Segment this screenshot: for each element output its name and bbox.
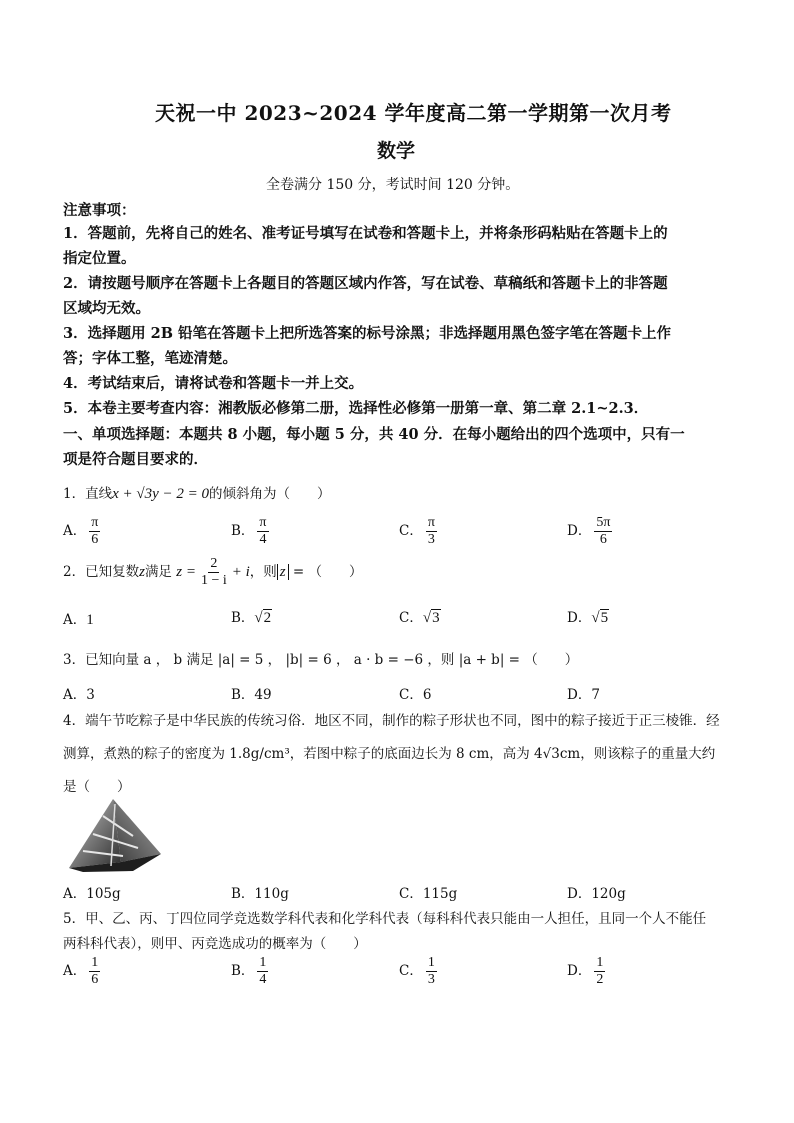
question-1: 1．直线x + √3y − 2 = 0的倾斜角为（ ） [63,486,331,502]
notice-line: 指定位置。 [63,250,136,267]
notice-line: 1．答题前，先将自己的姓名、准考证号填写在试卷和答题卡上，并将条形码粘贴在答题卡上的 [63,225,668,242]
section-heading-cont: 项是符合题目要求的． [63,451,208,468]
question-4: 4．端午节吃粽子是中华民族的传统习俗．地区不同，制作的粽子形状也不同，图中的粽子接近于正三棱锥．经 [63,713,720,729]
q4-option-b: B．110g [231,886,289,902]
question-4-cont2: 是（ ） [63,779,131,795]
q4-option-c: C．115g [399,886,458,902]
q5-option-b: B． $\frac{1}{4}$ [231,955,267,988]
q3-option-c: C．6 [399,687,432,703]
q3-option-b: B．49 [231,687,272,703]
question-5-cont: 两科科代表），则甲、丙竞选成功的概率为（ ） [63,936,367,952]
q2-option-b: B．√2 [231,610,272,626]
q4-option-d: D．120g [567,886,626,902]
zongzi-image [63,796,165,872]
line-equation: x + √3y − 2 = 0 [112,486,210,502]
q5-option-c: C． $\frac{1}{3}$ [399,955,435,988]
q1-option-c: C． $\frac{\pi}{3}$ [399,515,435,548]
question-2: 2．已知复数z满足 z = $\frac{2}{1 - i}$ + i，则 z = （ ） [63,556,363,589]
q1-option-b: B． $\frac{\pi}{4}$ [231,515,267,548]
q4-option-a: A．105g [63,886,121,902]
notice-line: 2．请按题号顺序在答题卡上各题目的答题区域内作答，写在试卷、草稿纸和答题卡上的非答题 [63,275,668,292]
q5-option-d: D． $\frac{1}{2}$ [567,955,604,988]
question-5: 5．甲、乙、丙、丁四位同学竞选数学科代表和化学科代表（每科科代表只能由一人担任，且同一个人不能任 [63,911,707,927]
q2-option-c: C．√3 [399,610,440,626]
q3-option-a: A．3 [63,687,95,703]
section-heading: 一、单项选择题：本题共 8 小题，每小题 5 分，共 40 分．在每小题给出的四个选项中，只有一 [63,426,685,443]
notice-heading: 注意事项： [63,202,136,219]
question-3: 3．已知向量 a ， b 满足 |a| = 5 ， |b| = 6 ， a · b = −6 ，则 |a + b| = （ ） [63,652,579,668]
q1-option-a: A． $\frac{\pi}{6}$ [63,515,99,548]
question-4-cont: 测算，煮熟的粽子的密度为 1.8g/cm³，若图中粽子的底面边长为 8 cm，高为 4√3cm，则该粽子的重量大约 [63,746,716,762]
q1-option-d: D． $\frac{5\pi}{6}$ [567,515,611,548]
subject-title: 数学 [377,140,416,162]
q2-option-d: D．√5 [567,610,609,626]
notice-line: 区域均无效。 [63,300,150,317]
q5-option-a: A． $\frac{1}{6}$ [63,955,99,988]
notice-line: 5．本卷主要考查内容：湘教版必修第二册，选择性必修第一册第一章、第二章 2.1~2.3． [63,400,649,417]
q3-option-d: D．7 [567,687,600,703]
notice-line: 3．选择题用 2B 铅笔在答题卡上把所选答案的标号涂黑；非选择题用黑色签字笔在答题卡上作 [63,325,672,342]
q2-option-a: A．1 [63,612,94,628]
notice-line: 4．考试结束后，请将试卷和答题卡一并上交。 [63,375,364,392]
exam-info: 全卷满分 150 分，考试时间 120 分钟。 [266,177,520,193]
exam-title: 天祝一中 2023~2024 学年度高二第一学期第一次月考 [155,101,672,125]
notice-line: 答；字体工整，笔迹清楚。 [63,350,237,367]
